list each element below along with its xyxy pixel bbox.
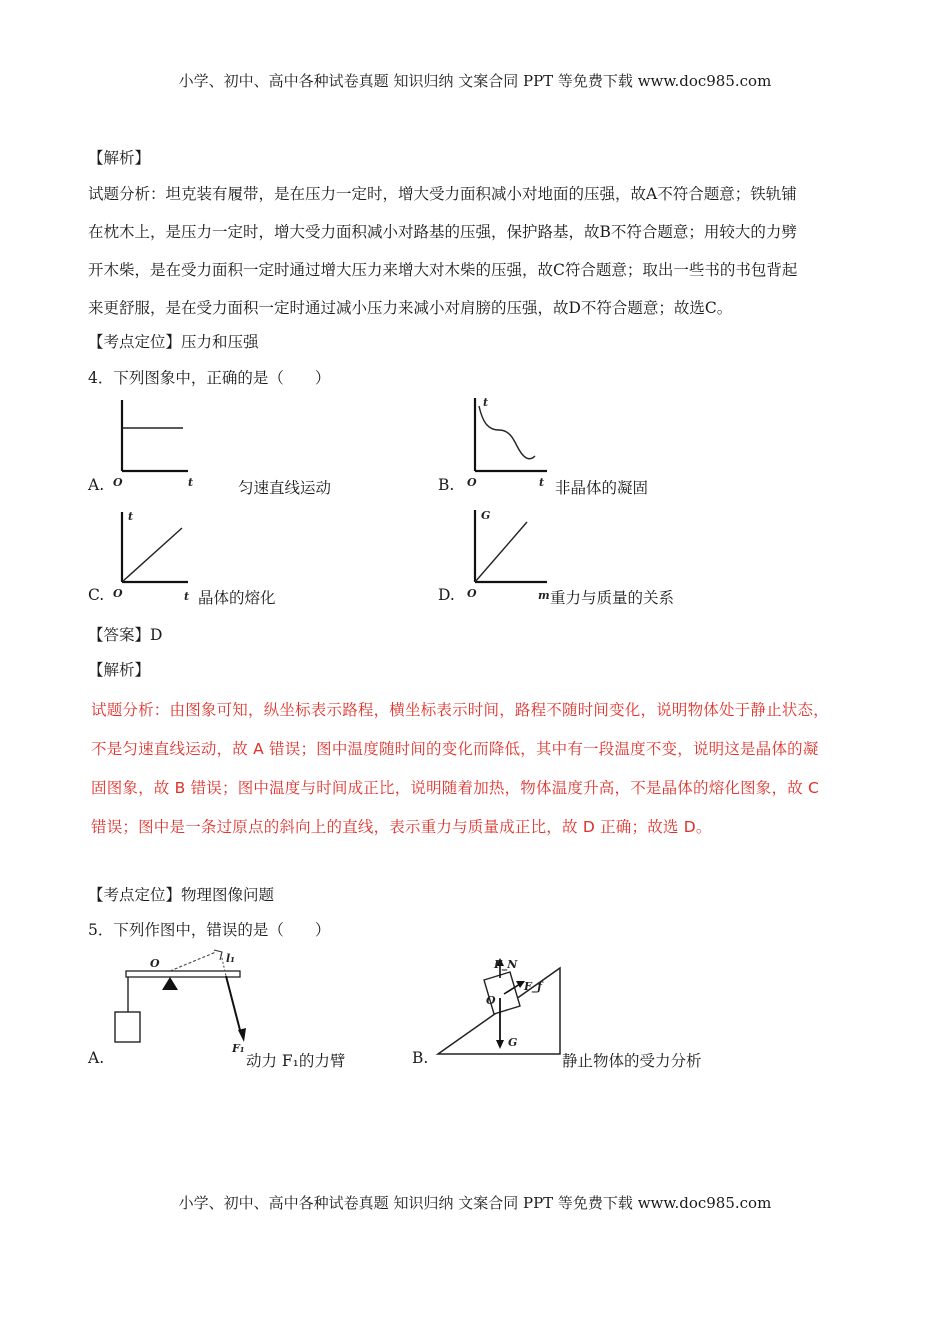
q4-a-origin: O (113, 476, 123, 489)
q5-b-normal-force-label: F_N (494, 958, 518, 971)
q3-analysis-line-3: 开木柴，是在受力面积一定时通过增大压力来增大对木柴的压强，故C符合题意；取出一些书的书包背起 (88, 261, 798, 279)
q4-c-y-axis-label: t (128, 510, 134, 523)
q4-option-a-caption: 匀速直线运动 (238, 479, 332, 497)
q4-analysis-line-3: 固图象，故 B 错误；图中温度与时间成正比，说明随着加热，物体温度升高，不是晶体的熔化图象，故 C (91, 779, 820, 797)
q5-a-pivot-label: O (150, 957, 160, 970)
q5-a-f1-label: F₁ (232, 1042, 245, 1055)
q3-analysis-line-4: 来更舒服，是在受力面积一定时通过减小压力来减小对肩膀的压强，故D不符合题意；故选C。 (88, 299, 733, 317)
q3-kaodian: 【考点定位】压力和压强 (88, 333, 259, 351)
q4-option-b-caption: 非晶体的凝固 (555, 479, 649, 497)
q4-d-m-axis-label: m (538, 589, 550, 602)
q3-analysis-tag: 【解析】 (88, 149, 151, 167)
q3-analysis-line-2: 在枕木上，是压力一定时，增大受力面积减小对路基的压强，保护路基，故B不符合题意；用较大的力劈 (88, 223, 797, 241)
q5-incline-diagram (430, 948, 570, 1063)
q4-analysis-line-1: 试题分析：由图象可知，纵坐标表示路程，横坐标表示时间，路程不随时间变化，说明物体处于静止状态， (91, 701, 829, 719)
page-footer: 小学、初中、高中各种试卷真题 知识归纳 文案合同 PPT 等免费下载 www.doc985.com (178, 1194, 772, 1212)
q3-analysis-line-1: 试题分析：坦克装有履带，是在压力一定时，增大受力面积减小对地面的压强，故A不符合题意；铁轨铺 (88, 185, 797, 203)
q4-analysis-tag: 【解析】 (88, 661, 151, 679)
q5-option-b-letter: B. (412, 1049, 429, 1067)
q5-b-center-label: O (486, 994, 496, 1007)
q4-d-y-axis-label: G (481, 509, 491, 522)
q4-c-origin: O (113, 587, 123, 600)
q5-lever-diagram (110, 948, 260, 1063)
q4-option-c-caption: 晶体的熔化 (198, 589, 276, 607)
q5-b-gravity-label: G (508, 1036, 518, 1049)
q4-b-t-axis-label: t (539, 476, 545, 489)
q5-option-a-letter: A. (88, 1049, 105, 1067)
q4-b-y-axis-label: t (483, 396, 489, 409)
q5-option-b-caption: 静止物体的受力分析 (562, 1052, 702, 1070)
q4-option-d-caption: 重力与质量的关系 (550, 589, 675, 607)
q4-graph-a (110, 396, 200, 492)
q5-a-l1-label: l₁ (226, 952, 235, 965)
q5-b-friction-label: F_f (524, 980, 543, 993)
page-header: 小学、初中、高中各种试卷真题 知识归纳 文案合同 PPT 等免费下载 www.doc985.com (178, 72, 772, 90)
q5-stem: 5．下列作图中，错误的是（ ） (88, 921, 331, 939)
q4-option-d-letter: D. (438, 586, 455, 604)
q4-option-b-letter: B. (438, 476, 455, 494)
q4-graph-c (110, 508, 200, 604)
q4-graph-d (465, 506, 555, 604)
q4-answer: 【答案】D (88, 626, 163, 644)
q4-analysis-line-2: 不是匀速直线运动，故 A 错误；图中温度随时间的变化而降低，其中有一段温度不变，说明这是晶体的凝 (91, 740, 819, 758)
q4-a-t-axis-label: t (188, 476, 194, 489)
q5-option-a-caption: 动力 F₁的力臂 (246, 1052, 346, 1070)
q4-kaodian: 【考点定位】物理图像问题 (88, 886, 275, 904)
q4-stem: 4．下列图象中，正确的是（ ） (88, 369, 331, 387)
q4-graph-b (465, 394, 555, 492)
q4-b-origin: O (467, 476, 477, 489)
q4-analysis-line-4: 错误；图中是一条过原点的斜向上的直线，表示重力与质量成正比，故 D 正确；故选 D。 (91, 818, 712, 836)
q4-d-origin: O (467, 587, 477, 600)
q4-c-t-axis-label: t (184, 590, 190, 603)
q4-option-c-letter: C. (88, 586, 105, 604)
q4-option-a-letter: A. (88, 476, 105, 494)
